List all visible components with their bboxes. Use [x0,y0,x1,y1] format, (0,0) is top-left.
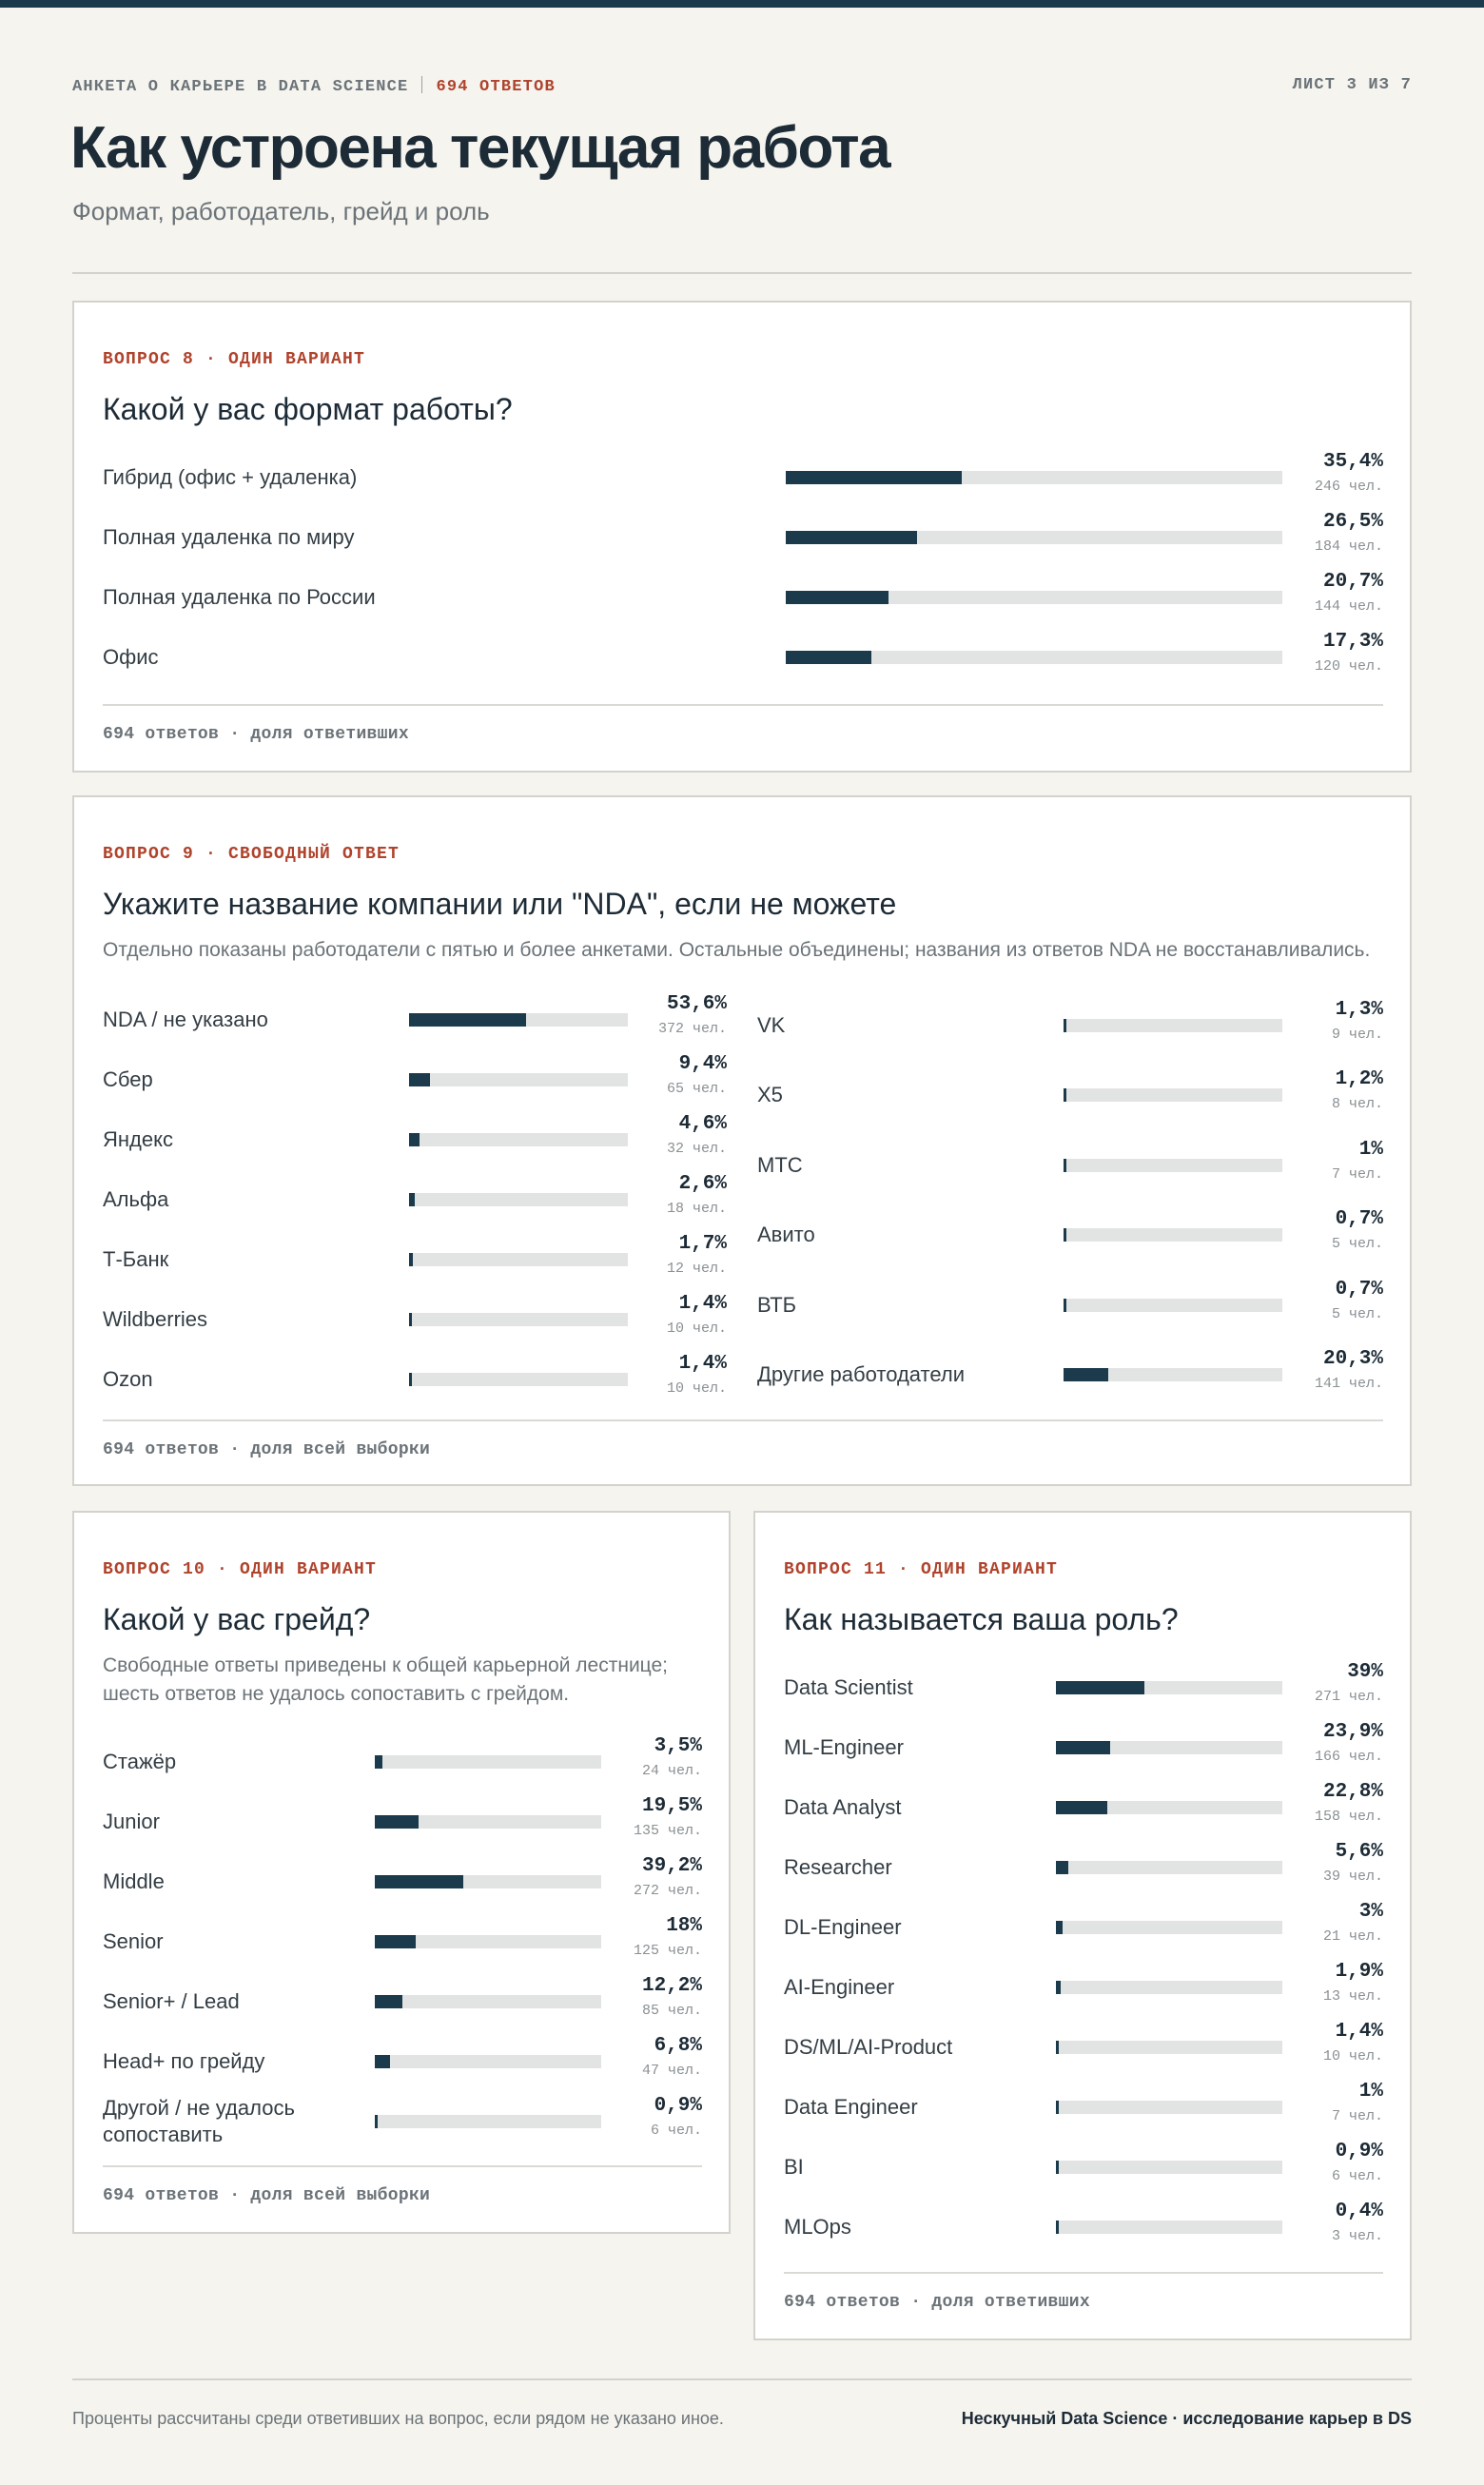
row-percent: 1,4% [1335,2021,1383,2043]
row-percent: 1,2% [1335,1068,1383,1091]
chart-row [103,2093,702,2150]
bar-fill [375,2115,378,2128]
bar-track [375,1875,601,1888]
row-label: Data Scientist [784,1675,913,1699]
chart-row [103,1291,727,1348]
row-percent: 23,9% [1322,1721,1383,1743]
row-count: 141 чел. [1314,1376,1383,1392]
footnote: Проценты рассчитаны среди ответивших на вопрос, если рядом не указано иное. [72,2409,724,2428]
bar-track [786,651,1282,664]
chart-row [103,449,1383,506]
chart-row [103,1231,727,1288]
row-label: Т-Банк [103,1247,169,1271]
chart-row [103,1853,702,1910]
chart-row [103,1913,702,1970]
bar-fill [1056,1681,1144,1694]
row-count: 9 чел. [1331,1027,1383,1043]
row-percent: 3,5% [654,1735,702,1757]
chart-row [784,1659,1383,1716]
row-percent: 19,5% [641,1795,702,1817]
row-label: Офис [103,645,159,669]
row-count: 12 чел. [666,1261,727,1277]
chart-row [784,2199,1383,2256]
row-percent: 39% [1347,1661,1383,1683]
row-label: DS/ML/AI-Product [784,2035,953,2059]
bar-fill [1056,1981,1061,1994]
bar-track [1064,1088,1282,1102]
bar-fill [409,1133,420,1146]
question-label: ВОПРОС 9 · СВОБОДНЫЙ ОТВЕТ [103,845,400,864]
bar-fill [375,1875,463,1888]
row-percent: 3% [1358,1901,1383,1923]
row-label: Junior [103,1810,160,1833]
row-count: 5 чел. [1331,1305,1383,1322]
chart-row [103,991,727,1048]
chart-row [784,1959,1383,2016]
bar-track [409,1313,628,1326]
bar-fill [786,651,871,664]
bar-track [409,1373,628,1386]
row-percent: 0,7% [1335,1208,1383,1231]
bar-track [375,1815,601,1829]
bar-fill [1056,1741,1110,1754]
row-percent: 1,4% [678,1293,727,1315]
chart-row [784,2079,1383,2136]
chart-row [103,1733,702,1790]
bar-fill [409,1253,413,1266]
row-percent: 22,8% [1322,1781,1383,1803]
bar-track [409,1133,628,1146]
bar-fill [1064,1368,1108,1381]
row-count: 10 чел. [666,1321,727,1337]
bar-track [1056,2161,1282,2174]
bar-track [786,591,1282,604]
chart-row [757,1066,1383,1124]
row-count: 10 чел. [666,1380,727,1397]
chart-row [784,1899,1383,1956]
page-subtitle: Формат, работодатель, грейд и роль [72,197,490,225]
row-count: 7 чел. [1331,1165,1383,1183]
chart-row [784,1839,1383,1896]
row-label: ML-Engineer [784,1735,904,1759]
row-count: 21 чел. [1322,1928,1383,1945]
row-label: DL-Engineer [784,1915,902,1939]
bar-fill [409,1073,430,1086]
chart-row [784,2139,1383,2196]
bar-track [409,1013,628,1027]
footer-divider [72,2378,1412,2380]
chart-row [784,2019,1383,2076]
bar-fill [375,1995,402,2008]
row-label: Яндекс [103,1127,173,1151]
chart-row [757,1346,1383,1403]
bar-track [375,2115,601,2128]
question-label: ВОПРОС 11 · ОДИН ВАРИАНТ [784,1560,1059,1579]
row-label: Альфа [103,1187,169,1211]
row-label: Head+ по грейду [103,2049,265,2073]
row-count: 10 чел. [1322,2048,1383,2064]
row-count: 120 чел. [1314,658,1383,675]
row-label: Другой / не удалось сопоставить [103,2096,295,2146]
row-count: 158 чел. [1314,1809,1383,1825]
bar-track [375,1995,601,2008]
chart-row [103,569,1383,626]
row-count: 85 чел. [641,2003,702,2019]
row-count: 3 чел. [1331,2228,1383,2244]
question-label: ВОПРОС 10 · ОДИН ВАРИАНТ [103,1560,378,1579]
bar-track [1056,1981,1282,1994]
survey-kicker [72,76,556,96]
bar-track [375,1935,601,1948]
question-10-card [72,1511,731,2234]
row-label: Полная удаленка по миру [103,525,355,549]
card-footer: 694 ответов · доля ответивших [103,725,409,744]
bar-fill [375,1755,382,1769]
chart-row [757,1277,1383,1334]
row-percent: 9,4% [678,1053,727,1075]
bar-fill [375,1815,419,1829]
bar-fill [1064,1159,1066,1172]
chart-row [757,1206,1383,1263]
bar-fill [1056,1861,1068,1874]
bar-fill [375,1935,416,1948]
bar-track [1064,1299,1282,1312]
bar-track [1064,1228,1282,1242]
bar-track [375,1755,601,1769]
row-percent: 6,8% [654,2035,702,2057]
bar-fill [786,531,917,544]
survey-name: АНКЕТА О КАРЬЕРЕ В DATA SCIENCE [72,78,409,96]
row-label: Wildberries [103,1307,208,1331]
row-count: 184 чел. [1314,538,1383,555]
row-percent: 35,4% [1322,451,1383,473]
bar-track [409,1193,628,1206]
bar-fill [1056,2221,1059,2234]
chart-row [103,1793,702,1850]
row-label: Полная удаленка по России [103,585,376,609]
row-percent: 53,6% [666,993,727,1015]
question-note: Отдельно показаны работодатели с пятью и более анкетами. Остальные объединены; названия из ответов NDA не восстанавливались. [103,939,1371,961]
bar-fill [786,471,962,484]
card-divider [103,2165,702,2167]
card-footer: 694 ответов · доля ответивших [784,2293,1090,2312]
bar-track [375,2055,601,2068]
row-count: 372 чел. [657,1021,727,1037]
row-percent: 20,3% [1322,1348,1383,1370]
row-label: Data Engineer [784,2095,918,2119]
row-label: Стажёр [103,1750,177,1773]
question-9-card [72,795,1412,1486]
row-count: 5 чел. [1331,1236,1383,1253]
bar-fill [1056,2101,1059,2114]
row-count: 8 чел. [1331,1096,1383,1113]
question-8-card [72,301,1412,773]
row-percent: 26,5% [1322,511,1383,533]
row-percent: 1% [1358,1138,1383,1161]
chart-row [757,997,1383,1054]
bar-track [1064,1019,1282,1032]
bar-track [1056,1741,1282,1754]
row-count: 32 чел. [666,1141,727,1157]
row-count: 166 чел. [1314,1749,1383,1765]
bar-track [409,1253,628,1266]
row-percent: 0,4% [1335,2201,1383,2222]
response-count: 694 ОТВЕТОВ [436,78,556,96]
row-percent: 0,9% [654,2095,702,2117]
chart-row [103,2033,702,2090]
row-count: 24 чел. [641,1763,702,1779]
chart-row [784,1719,1383,1776]
question-note: Свободные ответы приведены к общей карьерной лестнице; шесть ответов не удалось сопоставить с грейдом. [103,1654,668,1705]
chart-row [103,629,1383,686]
bar-fill [786,591,888,604]
header-divider [72,272,1412,274]
chart-row [103,1111,727,1168]
chart-row [784,1779,1383,1836]
row-count: 246 чел. [1314,479,1383,495]
bar-fill [1056,1801,1107,1814]
bar-track [1056,1801,1282,1814]
row-label: Senior+ / Lead [103,1989,240,2013]
row-count: 272 чел. [633,1883,702,1899]
row-percent: 20,7% [1322,571,1383,593]
bar-track [1056,1861,1282,1874]
brand-credit: Нескучный Data Science · исследование карьер в DS [961,2409,1412,2428]
row-label: Senior [103,1929,164,1953]
chart-row [103,1171,727,1228]
row-percent: 39,2% [641,1855,702,1877]
row-count: 125 чел. [633,1943,702,1959]
row-percent: 1% [1358,2081,1383,2103]
kicker-divider [421,76,422,93]
top-accent-bar [0,0,1484,8]
row-count: 144 чел. [1314,598,1383,615]
row-count: 65 чел. [666,1081,727,1097]
bar-track [1056,2041,1282,2054]
row-percent: 1,9% [1335,1961,1383,1983]
question-11-card [753,1511,1412,2340]
bar-track [409,1073,628,1086]
chart-row [103,1051,727,1108]
row-label: Data Analyst [784,1795,902,1819]
bar-fill [1056,1921,1063,1934]
row-count: 6 чел. [650,2123,702,2139]
row-label: Middle [103,1869,165,1893]
chart-row [103,509,1383,566]
row-count: 271 чел. [1314,1689,1383,1705]
row-count: 7 чел. [1331,2108,1383,2124]
row-count: 18 чел. [666,1201,727,1217]
bar-fill [1064,1088,1066,1102]
row-percent: 1,4% [678,1353,727,1375]
bar-fill [1064,1228,1066,1242]
chart-row [103,1351,727,1408]
row-label: BI [784,2155,804,2179]
row-count: 6 чел. [1331,2168,1383,2184]
row-percent: 12,2% [641,1975,702,1997]
row-percent: 0,7% [1335,1278,1383,1301]
bar-track [1056,1681,1282,1694]
card-divider [103,704,1383,706]
bar-fill [1056,2161,1059,2174]
bar-fill [375,2055,390,2068]
row-count: 39 чел. [1322,1869,1383,1885]
bar-fill [1064,1019,1066,1032]
chart-row [103,1973,702,2030]
row-percent: 17,3% [1322,631,1383,653]
row-label: МТС [757,1152,803,1177]
card-footer: 694 ответов · доля всей выборки [103,1440,431,1459]
row-label: Researcher [784,1855,892,1879]
row-label: X5 [757,1083,783,1107]
row-label: MLOps [784,2215,851,2239]
card-divider [103,1419,1383,1421]
bar-fill [409,1313,412,1326]
row-percent: 1,3% [1335,999,1383,1021]
bar-fill [409,1193,415,1206]
question-title: Какой у вас грейд? [103,1602,371,1636]
row-label: Другие работодатели [757,1362,966,1386]
bar-fill [1064,1299,1066,1312]
bar-track [1056,2101,1282,2114]
row-percent: 1,7% [678,1233,727,1255]
row-percent: 18% [666,1915,702,1937]
row-label: Авито [757,1223,815,1247]
bar-fill [409,1013,526,1027]
row-label: AI-Engineer [784,1975,895,1999]
row-percent: 5,6% [1335,1841,1383,1863]
row-percent: 0,9% [1335,2141,1383,2162]
row-label: Ozon [103,1367,153,1391]
row-label: Сбер [103,1067,153,1091]
row-count: 135 чел. [633,1823,702,1839]
card-footer: 694 ответов · доля всей выборки [103,2186,431,2205]
question-title: Укажите название компании или "NDA", если не можете [103,887,897,921]
bar-track [1064,1159,1282,1172]
row-percent: 2,6% [678,1173,727,1195]
row-label: VK [757,1013,786,1037]
row-count: 47 чел. [641,2063,702,2079]
chart-row [757,1137,1383,1194]
bar-track [1056,2221,1282,2234]
row-percent: 4,6% [678,1113,727,1135]
question-label: ВОПРОС 8 · ОДИН ВАРИАНТ [103,350,366,369]
bar-track [786,531,1282,544]
bar-fill [409,1373,412,1386]
bar-track [1064,1368,1282,1381]
question-title: Как называется ваша роль? [784,1602,1179,1636]
sheet-indicator: ЛИСТ 3 ИЗ 7 [1292,76,1412,94]
row-label: Гибрид (офис + удаленка) [103,465,358,489]
row-count: 13 чел. [1322,1988,1383,2005]
bar-track [786,471,1282,484]
question-title: Какой у вас формат работы? [103,392,513,426]
row-label: NDA / не указано [103,1008,268,1031]
card-divider [784,2272,1383,2274]
bar-track [1056,1921,1282,1934]
bar-fill [1056,2041,1059,2054]
page-title: Как устроена текущая работа [70,115,890,181]
row-label: ВТБ [757,1292,797,1317]
